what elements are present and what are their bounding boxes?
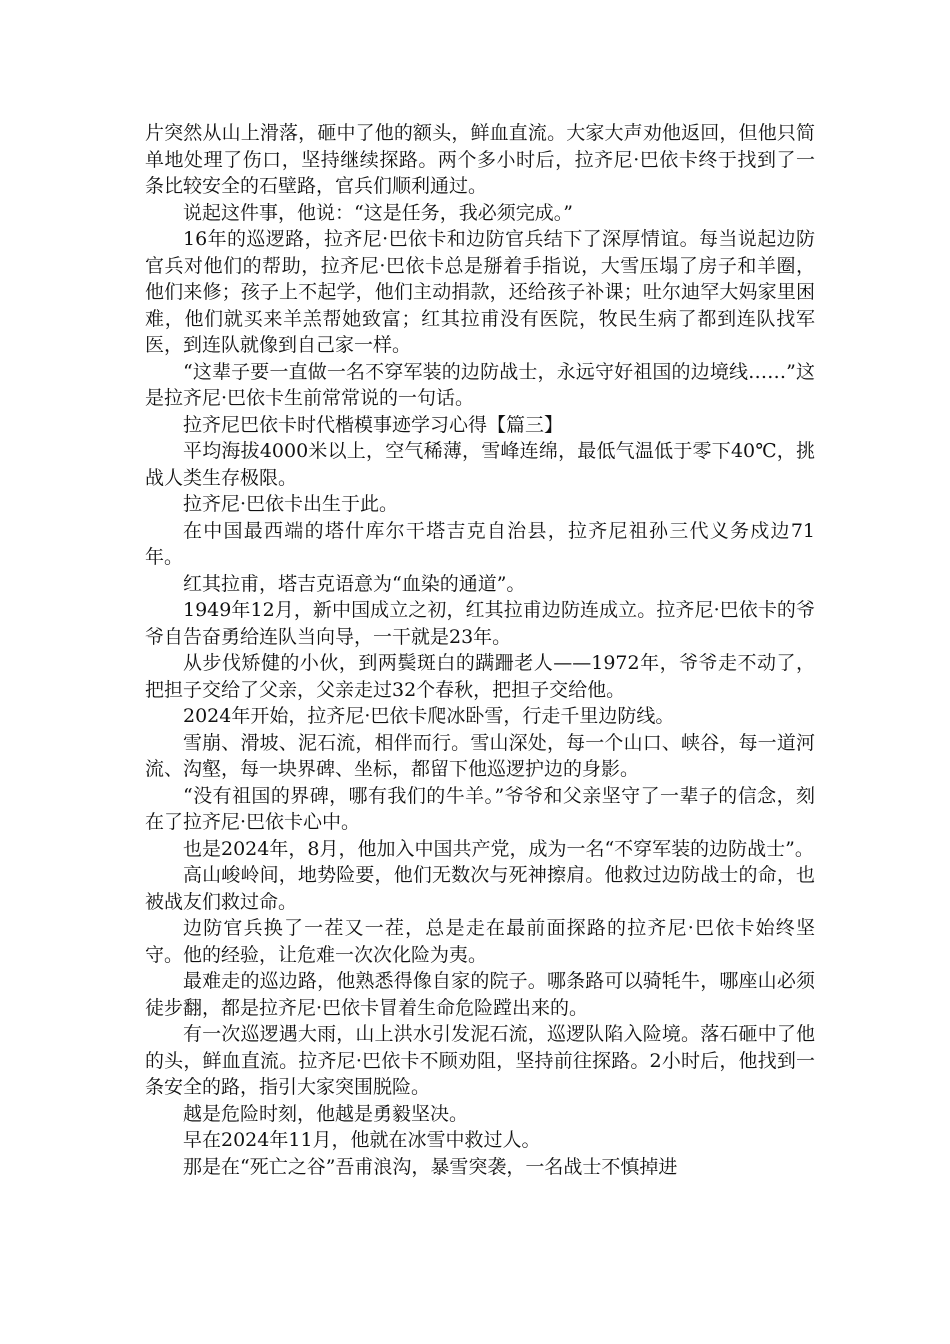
paragraph-rainstorm: 有一次巡逻遇大雨，山上洪水引发泥石流，巡逻队陷入险境。落石砸中了他的头，鲜血直流。拉齐尼·巴依卡不顾劝阻，坚持前往探路。2小时后，他找到一条安全的路，指引大家突围脱险。 — [145, 1023, 815, 1098]
paragraph-hardest-road: 最难走的巡边路，他熟悉得像自家的院子。哪条路可以骑牦牛，哪座山必须徒步翻，都是拉齐尼·巴依卡冒着生命危险蹚出来的。 — [145, 970, 815, 1019]
paragraph-1949: 1949年12月，新中国成立之初，红其拉甫边防连成立。拉齐尼·巴依卡的爷爷自告奋勇给连队当向导，一干就是23年。 — [145, 599, 815, 648]
paragraph-boundary-stone: “没有祖国的界碑，哪有我们的牛羊。”爷爷和父亲坚守了一辈子的信念，刻在了拉齐尼·巴依卡心中。 — [145, 784, 815, 833]
paragraph-saying: “这辈子要一直做一名不穿军装的边防战士，永远守好祖国的边境线……”这是拉齐尼·巴依卡生前常常说的一句话。 — [145, 360, 815, 409]
paragraph-avalanche: 雪崩、滑坡、泥石流，相伴而行。雪山深处，每一个山口、峡谷，每一道河流、沟壑，每一块界碑、坐标，都留下他巡逻护边的身影。 — [145, 731, 815, 780]
paragraph-valley-of-death: 那是在“死亡之谷”吾甫浪沟，暴雪突袭，一名战士不慎掉进 — [183, 1155, 678, 1178]
paragraph-party: 也是2024年，8月，他加入中国共产党，成为一名“不穿军装的边防战士”。 — [183, 837, 814, 860]
paragraph-1972: 从步伐矫健的小伙，到两鬓斑白的蹒跚老人——1972年，爷爷走不动了，把担子交给了父亲，父亲走过32个春秋，把担子交给他。 — [145, 652, 815, 701]
paragraph-altitude: 平均海拔4000米以上，空气稀薄，雪峰连绵，最低气温低于零下40℃，挑战人类生存极限。 — [145, 440, 815, 489]
paragraph-quote-task: 说起这件事，他说：“这是任务，我必须完成。” — [183, 201, 573, 224]
paragraph-2024-start: 2024年开始，拉齐尼·巴依卡爬冰卧雪，行走千里边防线。 — [183, 705, 675, 727]
paragraph-continued: 片突然从山上滑落，砸中了他的额头，鲜血直流。大家大声劝他返回，但他只简单地处理了伤口，坚持继续探路。两个多小时后，拉齐尼·巴依卡终于找到了一条比较安全的石壁路，官兵们顺利通过。 — [145, 122, 815, 197]
paragraph-mountains: 高山峻岭间，地势险要，他们无数次与死神擦肩。他救过边防战士的命，也被战友们救过命。 — [145, 864, 815, 913]
paragraph-khunjerab-meaning: 红其拉甫，塔吉克语意为“血染的通道”。 — [183, 572, 526, 595]
paragraph-three-generations: 在中国最西端的塔什库尔干塔吉克自治县，拉齐尼祖孙三代义务戍边71年。 — [145, 519, 815, 568]
paragraph-rescue-2024: 早在2024年11月，他就在冰雪中救过人。 — [183, 1129, 541, 1151]
paragraph-born: 拉齐尼·巴依卡出生于此。 — [183, 493, 399, 515]
paragraph-danger: 越是危险时刻，他越是勇毅坚决。 — [183, 1102, 469, 1125]
paragraph-officers: 边防官兵换了一茬又一茬，总是走在最前面探路的拉齐尼·巴依卡始终坚守。他的经验，让危难一次次化险为夷。 — [145, 917, 815, 966]
paragraph-friendship: 16年的巡逻路，拉齐尼·巴依卡和边防官兵结下了深厚情谊。每当说起边防官兵对他们的帮助，拉齐尼·巴依卡总是掰着手指说，大雪压塌了房子和羊圈，他们来修；孩子上不起学，他们主动捐款，还给孩子补课；吐尔迪罕大妈家里困难，他们就买来羊羔帮她致富；红其拉甫没有医院，牧民生病了都到连队找军医，到连队就像到自己家一样。 — [145, 228, 815, 356]
document-page — [145, 120, 815, 1180]
section-heading: 拉齐尼巴依卡时代楷模事迹学习心得【篇三】 — [183, 413, 564, 436]
